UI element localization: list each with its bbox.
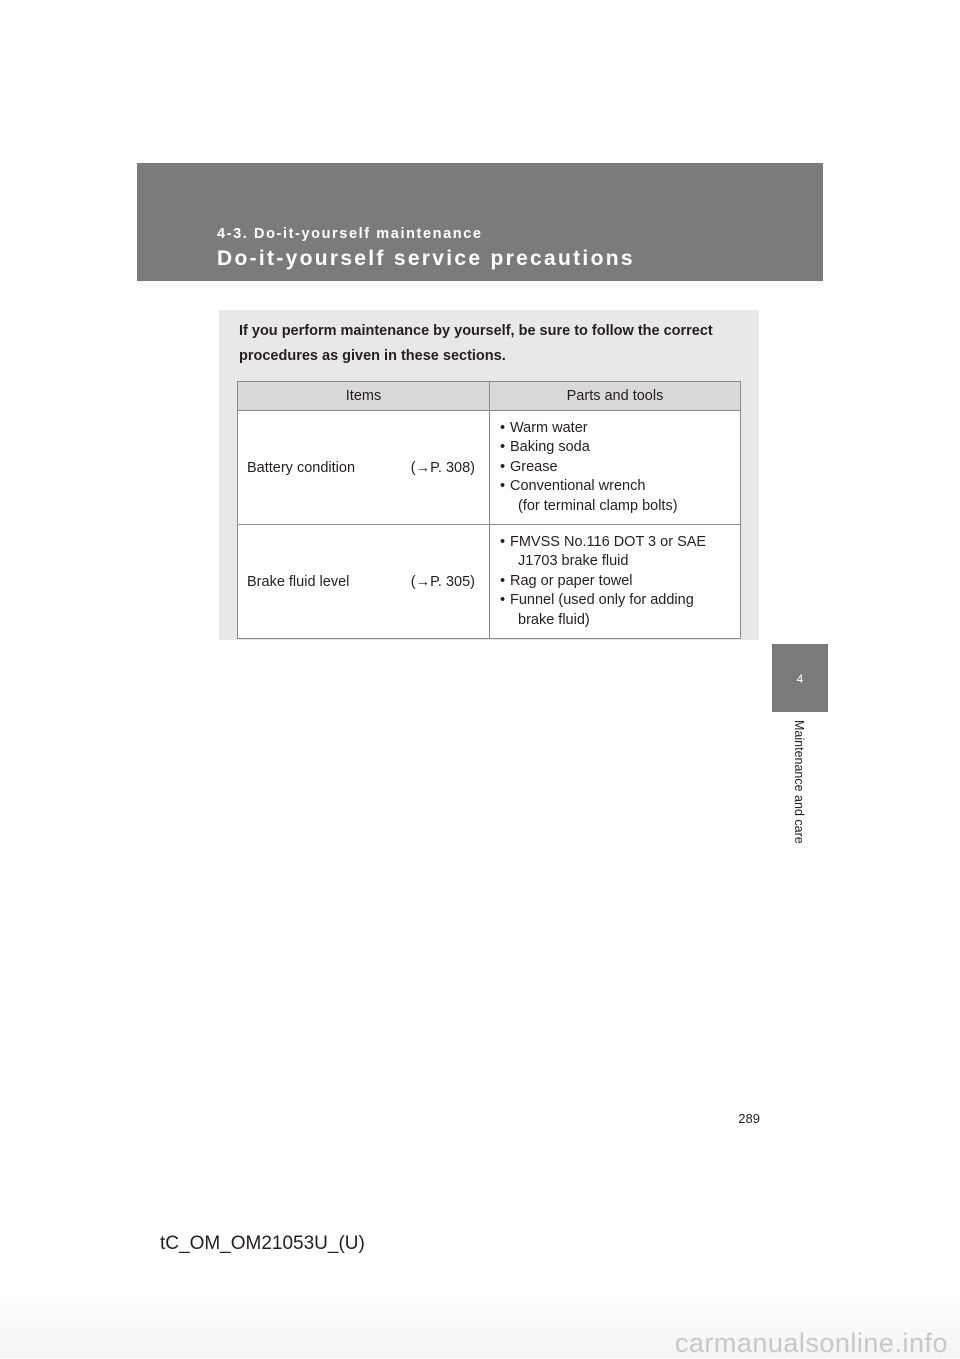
table-row [238, 525, 741, 639]
chapter-tab [772, 644, 828, 712]
list-item: • Rag or paper towel [500, 572, 732, 591]
item-cell [238, 411, 490, 525]
page-number: 289 [738, 1111, 760, 1126]
parts-list [490, 525, 740, 638]
list-item: • Baking soda [500, 438, 732, 457]
list-item-continuation: J1703 brake fluid [518, 553, 629, 570]
table-header-row [238, 382, 741, 411]
chapter-number: 4 [796, 672, 804, 686]
content-panel [219, 310, 759, 640]
watermark-band [0, 1290, 960, 1358]
header-band [137, 163, 823, 281]
parts-list [490, 411, 740, 524]
list-item: • FMVSS No.116 DOT 3 or SAE J1703 brake fluid [500, 533, 732, 572]
intro-text: If you perform maintenance by yourself, be sure to follow the correct procedures as given in these sections. [239, 323, 713, 364]
item-name: Battery condition [247, 459, 356, 476]
column-header-items: Items [238, 382, 490, 411]
document-id: tC_OM_OM21053U_(U) [160, 1233, 365, 1254]
chapter-label: Maintenance and care [792, 720, 806, 844]
page-reference: (→P. 308) [410, 459, 475, 476]
item-cell [238, 525, 490, 639]
watermark-text: carmanualsonline.info [674, 1328, 948, 1358]
parts-cell [490, 411, 741, 525]
page-title: Do-it-yourself service precautions [217, 247, 635, 270]
section-label: 4-3. Do-it-yourself maintenance [217, 226, 483, 242]
list-item: • Grease [500, 458, 732, 477]
list-item: • Funnel (used only for adding brake fluid) [500, 591, 732, 630]
list-item: • Conventional wrench (for terminal clamp bolts) [500, 477, 732, 516]
table-row [238, 411, 741, 525]
list-item-continuation: (for terminal clamp bolts) [518, 497, 678, 514]
item-name: Brake fluid level [247, 573, 350, 590]
parts-table [237, 381, 741, 639]
list-item-continuation: brake fluid) [518, 611, 590, 628]
parts-cell [490, 525, 741, 639]
page-reference: (→P. 305) [410, 573, 475, 590]
list-item: • Warm water [500, 419, 732, 438]
column-header-parts: Parts and tools [490, 382, 741, 411]
